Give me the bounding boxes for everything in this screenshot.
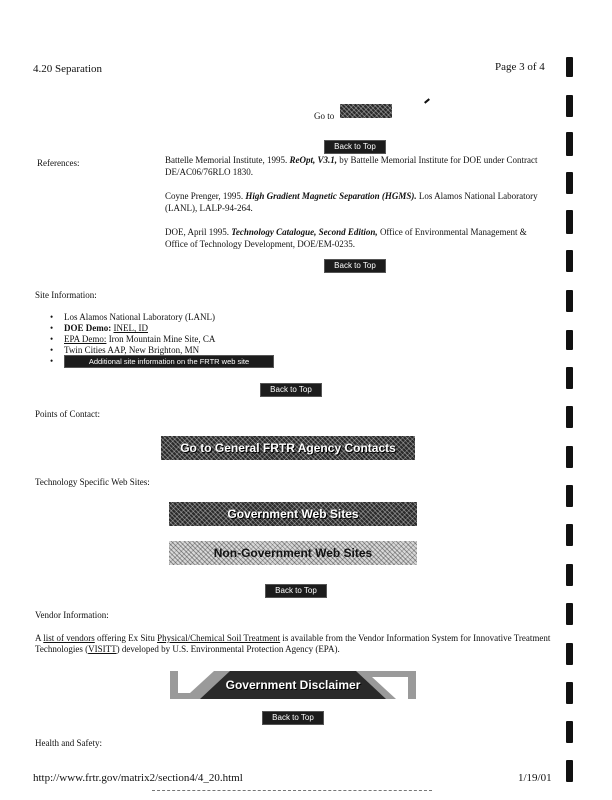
vendor-paragraph: A list of vendors offering Ex Situ Physical/Chemical Soil Treatment is available from the Vendor Information System for Innovative Treatment Technologies (VISITT) developed by U.S. Environmental Protection Agency (EPA). (35, 633, 551, 654)
back-to-top-button[interactable]: Back to Top (324, 140, 386, 154)
scan-edge-mark (566, 95, 573, 117)
site-link[interactable]: INEL, ID (113, 323, 148, 333)
section-title: 4.20 Separation (33, 63, 103, 75)
goto-label: Go to (314, 111, 335, 121)
scan-edge-mark (566, 760, 573, 782)
health-safety-label: Health and Safety: (35, 738, 102, 748)
scan-edge-mark (566, 603, 573, 625)
scan-edge-mark (566, 330, 573, 350)
scan-edge-mark (566, 290, 573, 312)
additional-site-info-button[interactable]: Additional site information on the FRTR web site (64, 355, 274, 368)
scan-edge-mark (566, 485, 573, 507)
cursor-mark (424, 98, 430, 103)
scan-edge-mark (566, 172, 573, 194)
back-to-top-button[interactable]: Back to Top (260, 383, 322, 397)
scan-edge-mark (566, 446, 573, 468)
footer-divider (152, 790, 432, 791)
scan-edge-mark (566, 406, 573, 428)
scan-edge-mark (566, 682, 573, 704)
list-item: • EPA Demo: Iron Mountain Mine Site, CA (50, 334, 350, 345)
list-item: • DOE Demo: INEL, ID (50, 323, 350, 334)
scan-edge-mark (566, 643, 573, 665)
tech-web-sites-label: Technology Specific Web Sites: (35, 477, 150, 487)
points-of-contact-label: Points of Contact: (35, 409, 100, 419)
reference-item: Battelle Memorial Institute, 1995. ReOpt, V3.1, by Battelle Memorial Institute for DOE under Contract DE/AC06/76RLO 1830. (165, 155, 538, 177)
visitt-link[interactable]: VISITT (88, 644, 117, 654)
scan-edge-mark (566, 57, 573, 77)
page-number: Page 3 of 4 (495, 61, 545, 73)
soil-treatment-link[interactable]: Physical/Chemical Soil Treatment (157, 633, 281, 643)
scan-edge-mark (566, 132, 573, 156)
goto-select[interactable] (340, 104, 392, 118)
back-to-top-button[interactable]: Back to Top (324, 259, 386, 273)
disclaimer-label: Government Disclaimer (225, 678, 361, 692)
back-to-top-button[interactable]: Back to Top (265, 584, 327, 598)
site-link[interactable]: EPA Demo: (64, 334, 107, 344)
list-item: • Twin Cities AAP, New Brighton, MN (50, 345, 350, 356)
scan-edge-mark (566, 367, 573, 389)
vendor-information-label: Vendor Information: (35, 610, 109, 620)
scan-edge-mark (566, 524, 573, 546)
footer-date: 1/19/01 (518, 772, 552, 784)
scan-edge-mark (566, 210, 573, 234)
list-item: • Los Alamos National Laboratory (LANL) (50, 312, 350, 323)
government-disclaimer-button[interactable] (170, 671, 416, 699)
non-government-web-sites-button[interactable]: Non-Government Web Sites (169, 541, 417, 565)
scan-edge-mark (566, 721, 573, 743)
back-to-top-button[interactable]: Back to Top (262, 711, 324, 725)
footer-url: http://www.frtr.gov/matrix2/section4/4_20.html (33, 772, 243, 784)
government-web-sites-button[interactable]: Government Web Sites (169, 502, 417, 526)
frtr-agency-contacts-button[interactable]: Go to General FRTR Agency Contacts (161, 436, 415, 460)
scan-edge-mark (566, 250, 573, 272)
site-information-label: Site Information: (35, 290, 97, 300)
reference-item: Coyne Prenger, 1995. High Gradient Magnetic Separation (HGMS). Los Alamos National Laboratory (LANL), LALP-94-264. (165, 191, 538, 213)
vendor-list-link[interactable]: list of vendors (43, 633, 95, 643)
reference-item: DOE, April 1995. Technology Catalogue, Second Edition, Office of Environmental Management & Office of Technology Development, DOE/EM-0235. (165, 227, 527, 249)
references-label: References: (37, 158, 80, 168)
scan-edge-mark (566, 564, 573, 586)
